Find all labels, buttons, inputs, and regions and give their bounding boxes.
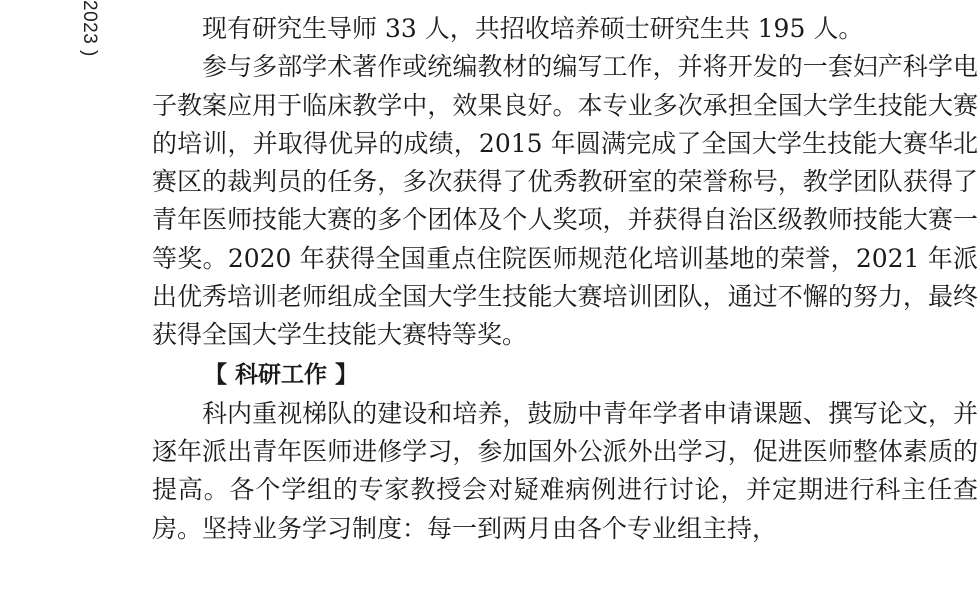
paragraph-supervisors: 现有研究生导师 33 人，共招收培养硕士研究生共 195 人。 <box>202 14 864 43</box>
section-heading-research: 【 科研工作 】 <box>204 361 359 388</box>
cut-off-line-fragment <box>152 0 212 4</box>
paragraph-research-work: 科内重视梯队的建设和培养，鼓励中青年学者申请课题、撰写论文，并逐年派出青年医师进修学习，参加国外公派外出学习，促进医师整体素质的提高。各个学组的专家教授会对疑难病例进行讨论，并定期进行科主任查房。坚持业务学习制度：每一到两月由各个专业组主持， <box>152 398 978 543</box>
paragraph-teaching-achievements: 参与多部学术著作或统编教材的编写工作，并将开发的一套妇产科学电子教案应用于临床教学中，效果良好。本专业多次承担全国大学生技能大赛的培训，并取得优异的成绩，2015 年圆满完成了全国大学生技能大赛华北赛区的裁判员的任务，多次获得了优秀教研室的荣誉称号，教学团队获得了青年医师技能大赛的多个团体及个人奖项，并获得自治区级教师技能大赛一等奖。2020 年获得全国重点住院医师规范化培训基地的荣誉，2021 年派出优秀培训老师组成全国大学生技能大赛培训团队，通过不懈的努力，最终获得全国大学生技能大赛特等奖。 <box>152 52 978 350</box>
body-text <box>152 10 978 548</box>
spine-label: 2023 ) <box>79 0 100 57</box>
